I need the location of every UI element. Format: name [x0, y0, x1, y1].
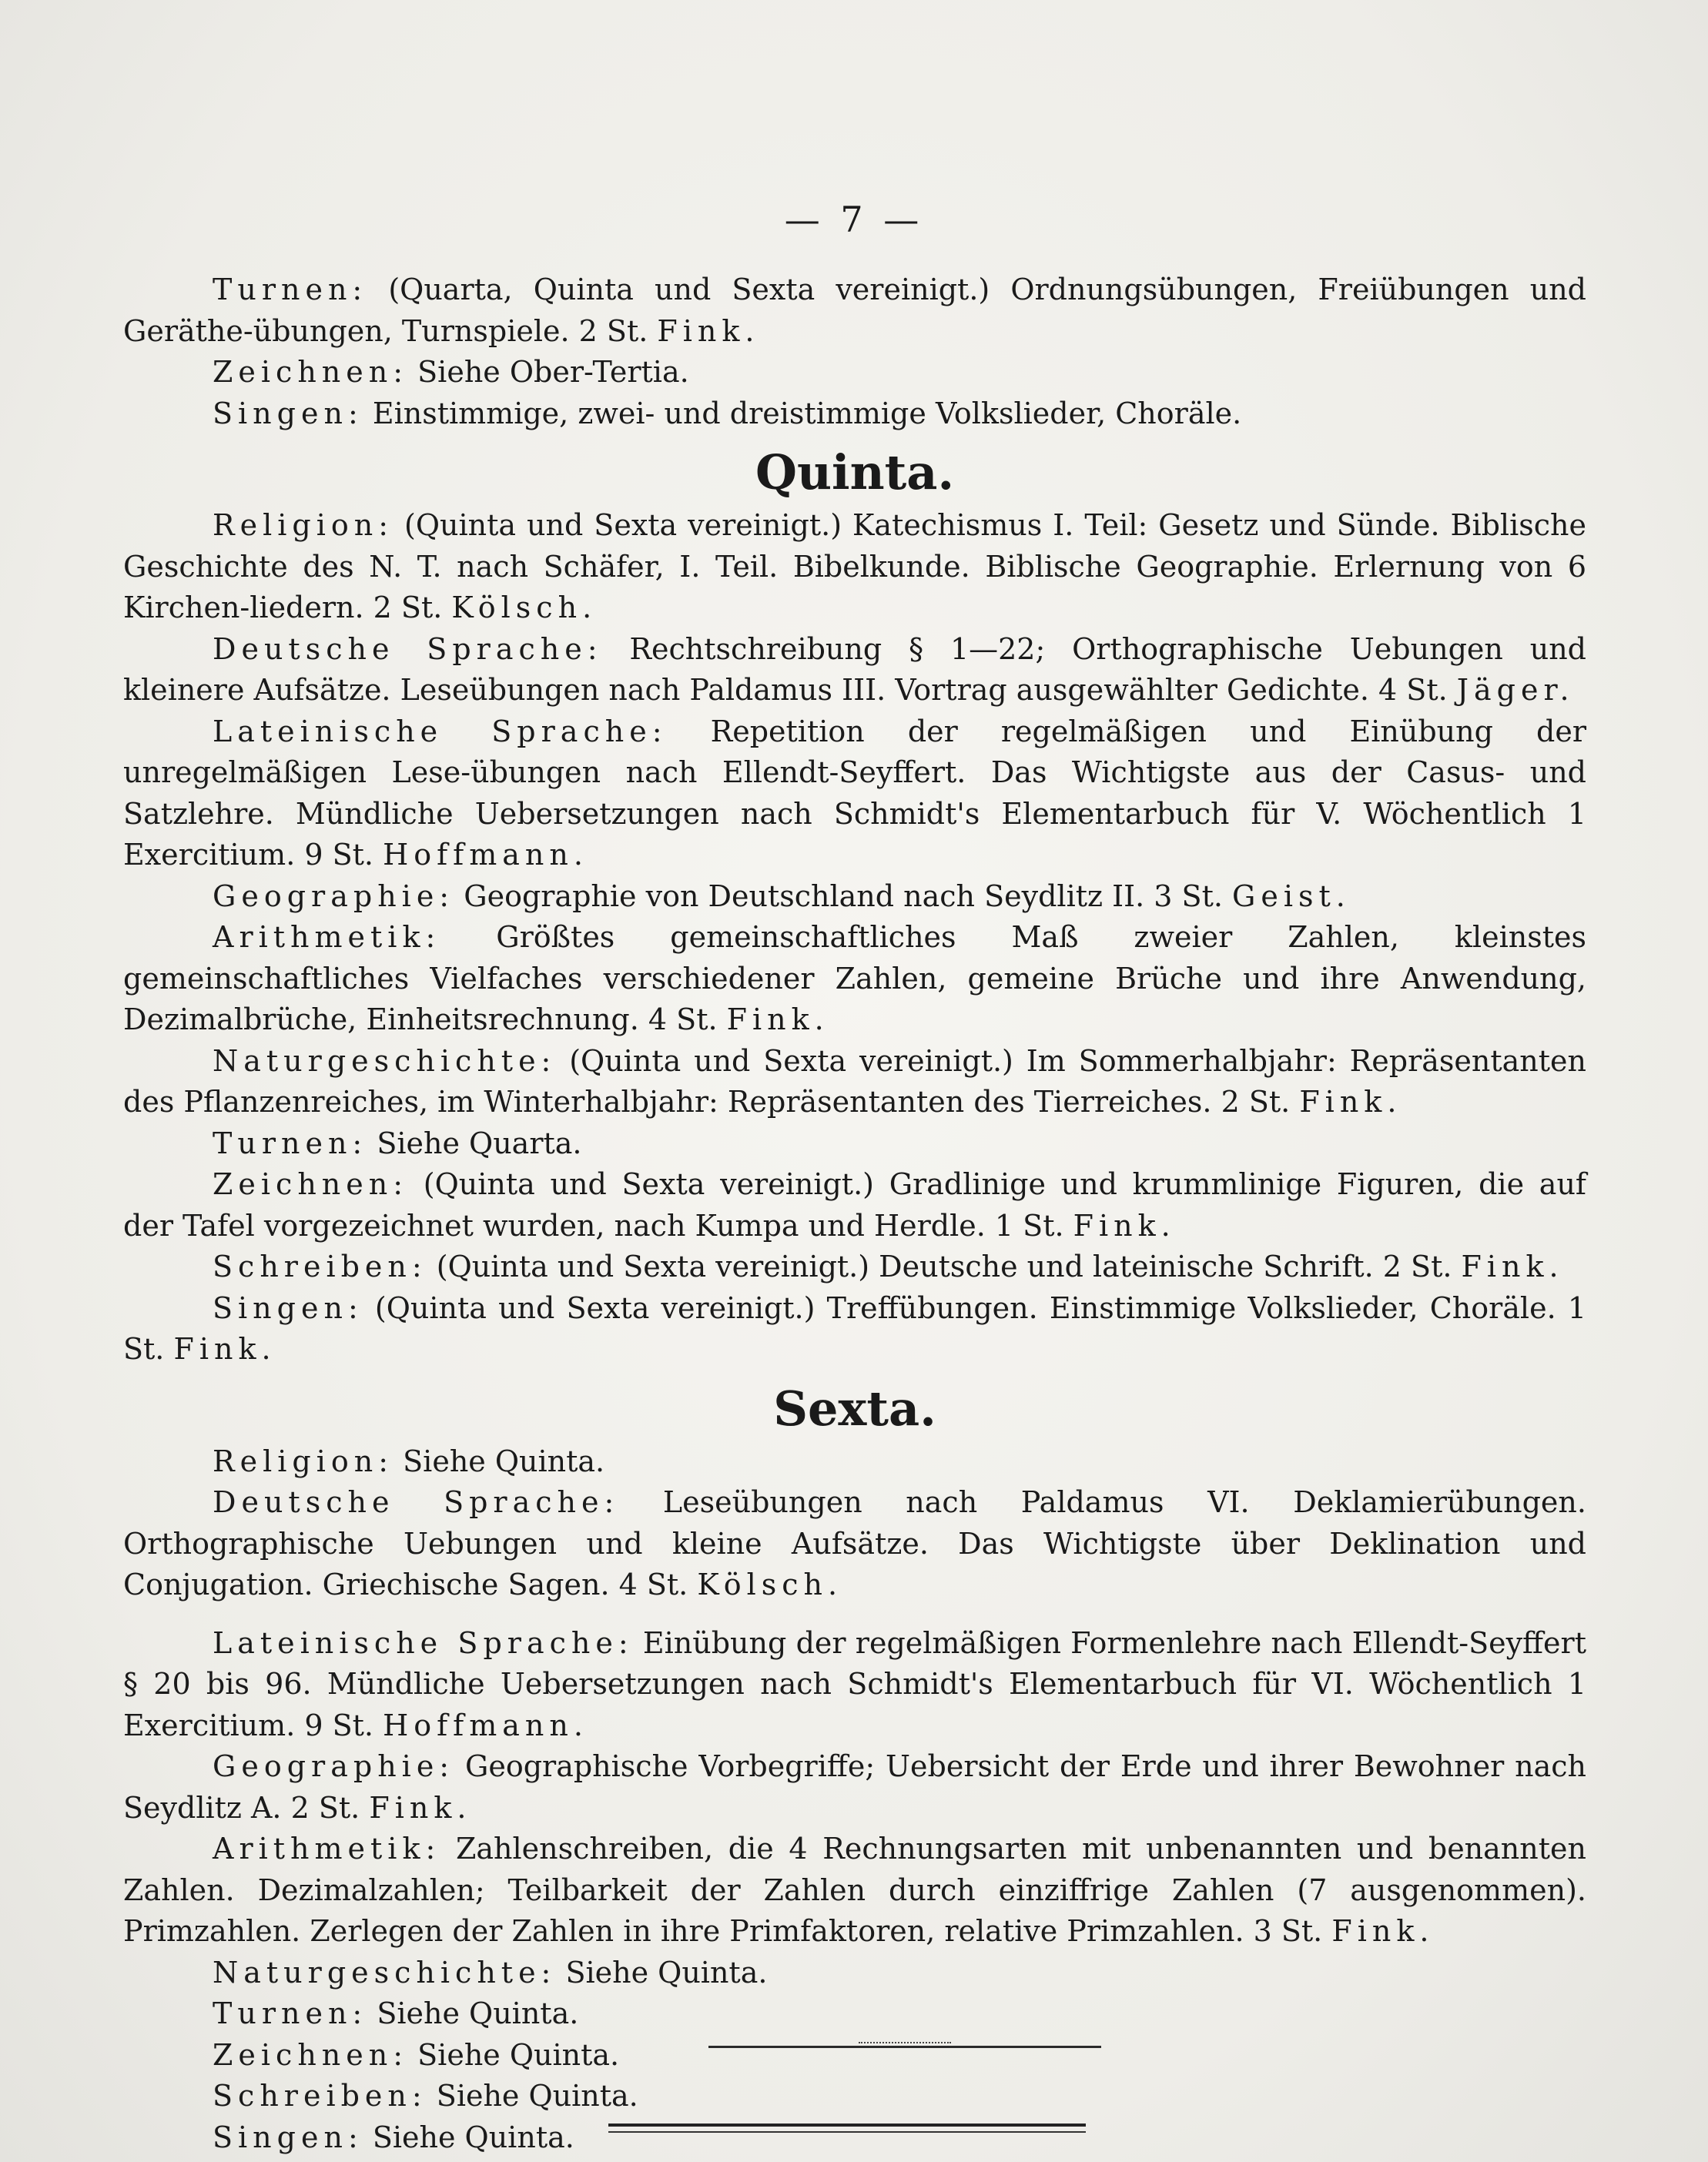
subject-label: Religion: — [213, 508, 394, 542]
subject-label: Geographie: — [213, 879, 455, 913]
subject-text: (Quinta und Sexta vereinigt.) Deutsche und lateinische Schrift. 2 St. — [436, 1250, 1452, 1283]
subject-label: Singen: — [213, 2120, 363, 2154]
subject-label: Arithmetik: — [213, 920, 441, 954]
section-heading-sexta: Sexta. — [773, 1380, 936, 1437]
teacher-name: Kölsch. — [697, 1568, 843, 1601]
teacher-name: Jäger. — [1456, 673, 1575, 707]
subject-label: Lateinische Sprache: — [213, 714, 668, 748]
subject-label: Deutsche Sprache: — [213, 631, 603, 666]
page-body — [123, 269, 1586, 2158]
quinta-singen — [123, 1288, 1586, 1370]
subject-text: Siehe Quinta. — [372, 2120, 574, 2154]
teacher-name: Fink. — [726, 1002, 829, 1036]
subject-text: (Quinta und Sexta vereinigt.) Katechismus I. Teil: Gesetz und Sünde. Biblische Geschichte des N. T. nach Schäfer, I. Teil. Bibelkunde. Biblische Geographie. Erlernung von 6 Kirchen-liedern. 2 St. — [123, 508, 1586, 624]
subject-text: (Quinta und Sexta vereinigt.) Treffübungen. Einstimmige Volkslieder, Choräle. 1 St. — [123, 1290, 1586, 1366]
quinta-schreiben — [123, 1247, 1586, 1288]
teacher-name: Hoffmann. — [383, 1708, 588, 1742]
subject-label: Zeichnen: — [213, 1167, 409, 1201]
subject-text: (Quinta und Sexta vereinigt.) Im Sommerhalbjahr: Repräsentanten des Pflanzenreiches, im Winterhalbjahr: Repräsentanten des Tierreiches. 2 St. — [123, 1043, 1586, 1119]
top-singen — [123, 393, 1586, 435]
subject-label: Zeichnen: — [213, 355, 409, 389]
subject-label: Religion: — [213, 1444, 394, 1478]
top-zeichnen — [123, 352, 1586, 393]
spacer — [123, 1606, 1586, 1623]
subject-text: Siehe Quinta. — [417, 2037, 620, 2072]
subject-text: Zahlenschreiben, die 4 Rechnungsarten mit unbenannten und benannten Zahlen. Dezimalzahlen; Teilbarkeit der Zahlen durch einziffrige Zahlen (7 ausgenommen). Primzahlen. Zerlegen der Zahlen in ihre Primfaktoren, relative Primzahlen. 3 St. — [123, 1832, 1586, 1948]
quinta-zeichnen — [123, 1164, 1586, 1247]
subject-label: Schreiben: — [213, 1250, 427, 1283]
subject-label: Zeichnen: — [213, 2037, 409, 2072]
subject-text: Geographie von Deutschland nach Seydlitz II. 3 St. — [464, 879, 1223, 913]
subject-text: Größtes gemeinschaftliches Maß zweier Zahlen, kleinstes gemeinschaftliches Vielfaches verschiedener Zahlen, gemeine Brüche und ihre Anwendung, Dezimalbrüche, Einheitsrechnung. 4 St. — [123, 920, 1586, 1036]
teacher-name: Kölsch. — [451, 591, 598, 624]
teacher-name: Fink. — [173, 1332, 276, 1366]
subject-label: Geographie: — [213, 1749, 455, 1783]
subject-label: Turnen: — [213, 1126, 368, 1160]
sexta-zeichnen — [123, 2035, 1586, 2077]
sexta-schreiben — [123, 2076, 1586, 2117]
subject-text: (Quinta und Sexta vereinigt.) Gradlinige und krummlinige Figuren, die auf der Tafel vorgezeichnet wurden, nach Kumpa und Herdle. 1 St. — [123, 1167, 1586, 1243]
sexta-religion — [123, 1441, 1586, 1483]
teacher-name: Geist. — [1232, 879, 1351, 913]
quinta-arithmetik — [123, 917, 1586, 1041]
subject-text: Einstimmige, zwei- und dreistimmige Volkslieder, Choräle. — [372, 396, 1242, 430]
subject-label: Turnen: — [213, 273, 368, 306]
quinta-naturgeschichte — [123, 1041, 1586, 1123]
teacher-name: Fink. — [369, 1790, 472, 1825]
teacher-name: Fink. — [1461, 1250, 1564, 1283]
sexta-deutsch — [123, 1482, 1586, 1606]
quinta-latein — [123, 711, 1586, 876]
page-number: — 7 — — [784, 199, 924, 240]
subject-text: Siehe Quinta. — [403, 1444, 605, 1478]
quinta-religion — [123, 505, 1586, 629]
subject-text: Siehe Ober-Tertia. — [417, 355, 689, 389]
teacher-name: Hoffmann. — [383, 838, 588, 872]
subject-label: Naturgeschichte: — [213, 1043, 557, 1078]
subject-text: (Quarta, Quinta und Sexta vereinigt.) Ordnungsübungen, Freiübungen und Geräthe-übungen, Turnspiele. 2 St. — [123, 273, 1586, 348]
subject-label: Arithmetik: — [213, 1832, 441, 1866]
subject-text: Einübung der regelmäßigen Formenlehre nach Ellendt-Seyffert § 20 bis 96. Mündliche Uebersetzungen nach Schmidt's Elementarbuch für VI. Wöchentlich 1 Exercitium. 9 St. — [123, 1625, 1586, 1742]
subject-text: Geographische Vorbegriffe; Uebersicht der Erde und ihrer Bewohner nach Seydlitz A. 2 St. — [123, 1749, 1586, 1825]
quinta-turnen — [123, 1123, 1586, 1165]
subject-text: Siehe Quinta. — [565, 1955, 768, 1990]
end-rule — [608, 2124, 1086, 2127]
subject-text: Siehe Quinta. — [377, 1996, 579, 2030]
sexta-naturgeschichte — [123, 1953, 1586, 1994]
subject-label: Lateinische Sprache: — [213, 1625, 634, 1660]
teacher-name: Fink. — [1299, 1085, 1402, 1119]
subject-label: Singen: — [213, 1290, 363, 1325]
sexta-geographie — [123, 1746, 1586, 1829]
quinta-deutsch — [123, 629, 1586, 711]
sexta-arithmetik — [123, 1829, 1586, 1953]
teacher-name: Fink. — [657, 313, 760, 348]
subject-label: Schreiben: — [213, 2079, 427, 2113]
subject-text: Siehe Quinta. — [436, 2079, 638, 2113]
sexta-turnen — [123, 1993, 1586, 2035]
teacher-name: Fink. — [1331, 1914, 1435, 1948]
subject-text: Leseübungen nach Paldamus VI. Deklamierübungen. Orthographische Uebungen und kleine Aufsätze. Das Wichtigste über Deklination und Conjugation. Griechische Sagen. 4 St. — [123, 1485, 1586, 1601]
decorative-divider — [708, 2046, 1101, 2048]
subject-label: Naturgeschichte: — [213, 1955, 557, 1990]
subject-text: Repetition der regelmäßigen und Einübung der unregelmäßigen Lese-übungen nach Ellendt-Seyffert. Das Wichtigste aus der Casus- und Satzlehre. Mündliche Uebersetzungen nach Schmidt's Elementarbuch für V. Wöchentlich 1 Exercitium. 9 St. — [123, 714, 1586, 872]
subject-text: Rechtschreibung § 1—22; Orthographische Uebungen und kleinere Aufsätze. Leseübungen nach Paldamus III. Vortrag ausgewählter Gedichte. 4 St. — [123, 631, 1586, 707]
section-heading-quinta: Quinta. — [755, 444, 955, 500]
top-turnen — [123, 269, 1586, 352]
teacher-name: Fink. — [1073, 1208, 1176, 1243]
sexta-latein — [123, 1623, 1586, 1747]
subject-label: Deutsche Sprache: — [213, 1485, 620, 1519]
quinta-geographie — [123, 876, 1586, 918]
subject-label: Singen: — [213, 396, 363, 430]
subject-label: Turnen: — [213, 1996, 368, 2030]
subject-text: Siehe Quarta. — [377, 1126, 582, 1160]
